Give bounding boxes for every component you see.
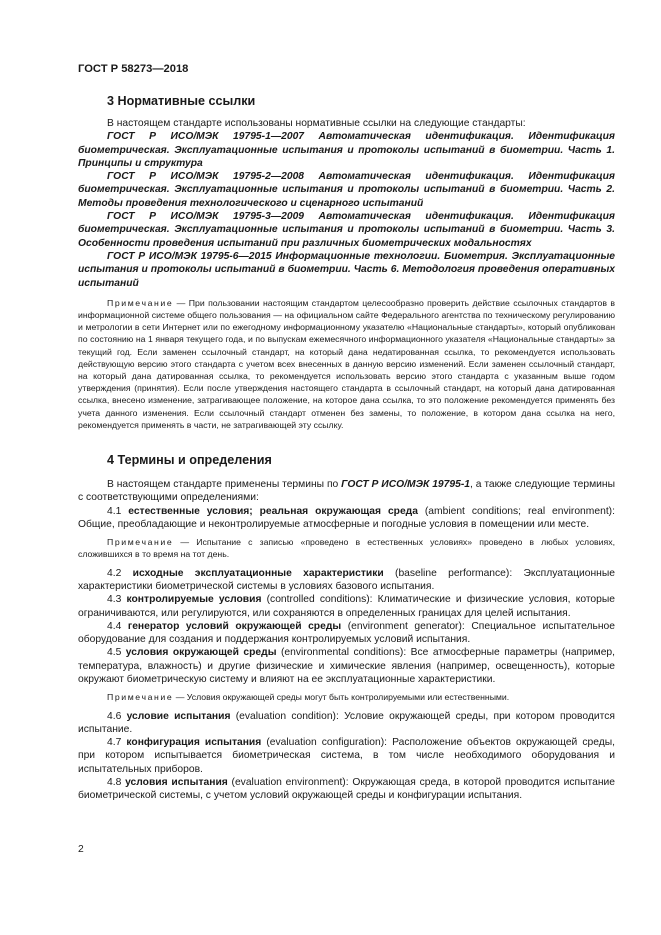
term-name: условия испытания — [125, 777, 228, 789]
term-definition-4-4: 4.4 генератор условий окружающей среды (environment generator): Специальное испытательное оборудование для создания и поддержания контролируемых условий испытания. — [78, 620, 615, 646]
term-definition-4-2: 4.2 исходные эксплуатационные характеристики (baseline performance): Эксплуатационные характеристики биометрической системы в условиях базового испытания. — [78, 567, 615, 592]
section-3-intro: В настоящем стандарте использованы нормативные ссылки на следующие стандарты: — [107, 118, 526, 129]
term-name: условие испытания — [126, 710, 231, 722]
normative-reference: ГОСТ Р ИСО/МЭК 19795-2—2008 Автоматическая идентификация. Идентификация биометрическая. Эксплуатационные испытания и протоколы испытаний в биометрии. Часть 2. Методы проведения технологического и сценарного испытаний — [78, 171, 615, 209]
normative-reference: ГОСТ Р ИСО/МЭК 19795-3—2009 Автоматическая идентификация. Идентификация биометрическая. Эксплуатационные испытания и протоколы испытаний в биометрии. Часть 3. Особенности проведения испытаний при различных биометрических модальностях — [78, 211, 615, 249]
term-name: условия окружающей среды — [125, 647, 277, 659]
note-text: — При пользовании настоящим стандартом целесообразно проверить действие ссылочных стандартов в информационной системе общего пользования — на официальном сайте Федерального агентства по техническому регулированию и метрологии в сети Интернет или по ежегодному информационному указателю «Национальные стандарты», который опубликован по состоянию на 1 января текущего года, и по выпускам ежемесячного информационного указателя «Национальные стандарты» за текущий год. Если заменен ссылочный стандарт, на который дана недатированная ссылка, то рекомендуется использовать действующую версию этого стандарта с учетом всех внесенных в данную версию изменений. Если заменен ссылочный стандарт, на который дана датированная ссылка, то рекомендуется использовать версию этого стандарта с указанным выше годом утверждения (принятия). Если после утверждения настоящего стандарта в ссылочный стандарт, на который дана датированная ссылка, внесено изменение, затрагивающее положение, на которое дана ссылка, то это положение рекомендуется применять без учета данного изменения. Если ссылочный стандарт отменен без замены, то положение, в котором дана ссылка на него, рекомендуется применять в части, не затрагивающей эту ссылку. — [78, 297, 615, 430]
note-4-1: Примечание — Испытание с записью «проведено в естественных условиях» проведено в любых условиях, сложившихся в то время на тот день. — [78, 537, 615, 560]
section-3-title: 3 Нормативные ссылки — [107, 94, 256, 108]
document-header: ГОСТ Р 58273—2018 — [78, 63, 189, 75]
normative-reference: ГОСТ Р ИСО/МЭК 19795-6—2015 Информационные технологии. Биометрия. Эксплуатационные испытания и протоколы испытаний в биометрии. Часть 6. Методология проведения оперативных испытаний — [78, 250, 615, 289]
term-definition-4-3: 4.3 контролируемые условия (controlled conditions): Климатические и физические условия, которые ограничиваются, или регулируются, или сохраняются в определенных границах для целей испытания. — [78, 594, 615, 619]
term-name: генератор условий окружающей среды — [127, 620, 342, 632]
section-3-note — [78, 297, 615, 431]
section-4-intro: В настоящем стандарте применены термины по ГОСТ Р ИСО/МЭК 19795-1, а также следующие термины с соответствующими определениями: — [78, 479, 615, 504]
term-definition-4-6: 4.6 условие испытания (evaluation condition): Условие окружающей среды, при котором проводится испытание. — [78, 710, 615, 735]
page-number: 2 — [78, 844, 84, 855]
note-4-5: Примечание — Условия окружающей среды могут быть контролируемыми или естественными. — [107, 692, 510, 703]
intro-reference: ГОСТ Р ИСО/МЭК 19795-1 — [341, 479, 470, 491]
term-definition-4-1: 4.1 естественные условия; реальная окружающая среда (ambient conditions; real environment): Общие, преобладающие и неконтролируемые атмосферные и погодные условия в помещении или месте. — [78, 505, 615, 530]
term-definition-4-8: 4.8 условия испытания (evaluation environment): Окружающая среда, в которой проводится испытание биометрической системы, с учетом условий окружающей среды и конфигурации испытания. — [78, 777, 615, 802]
term-definition-4-5: 4.5 условия окружающей среды (environmental conditions): Все атмосферные параметры (например, температура, влажность) и другие физические и химические явления (например, освещенность), которые окружают биометрическую систему и влияют на ее эксплуатационные характеристики. — [78, 647, 616, 686]
term-name: естественные условия; реальная окружающая среда — [128, 505, 418, 517]
term-name: контролируемые условия — [126, 594, 262, 606]
term-definition-4-7: 4.7 конфигурация испытания (evaluation configuration): Расположение объектов окружающей среды, при котором испытывается биометрическая система, в том числе необходимого оборудования и испытательных приборов. — [78, 737, 615, 775]
page-content — [78, 94, 615, 803]
section-4-title: 4 Термины и определения — [107, 453, 272, 468]
term-name: исходные эксплуатационные характеристики — [132, 567, 384, 579]
term-name: конфигурация испытания — [126, 737, 262, 749]
note-label: Примечание — [107, 297, 174, 308]
normative-reference: ГОСТ Р ИСО/МЭК 19795-1—2007 Автоматическая идентификация. Идентификация биометрическая. Эксплуатационные испытания и протоколы испытаний в биометрии. Часть 1. Принципы и структура — [78, 131, 615, 169]
